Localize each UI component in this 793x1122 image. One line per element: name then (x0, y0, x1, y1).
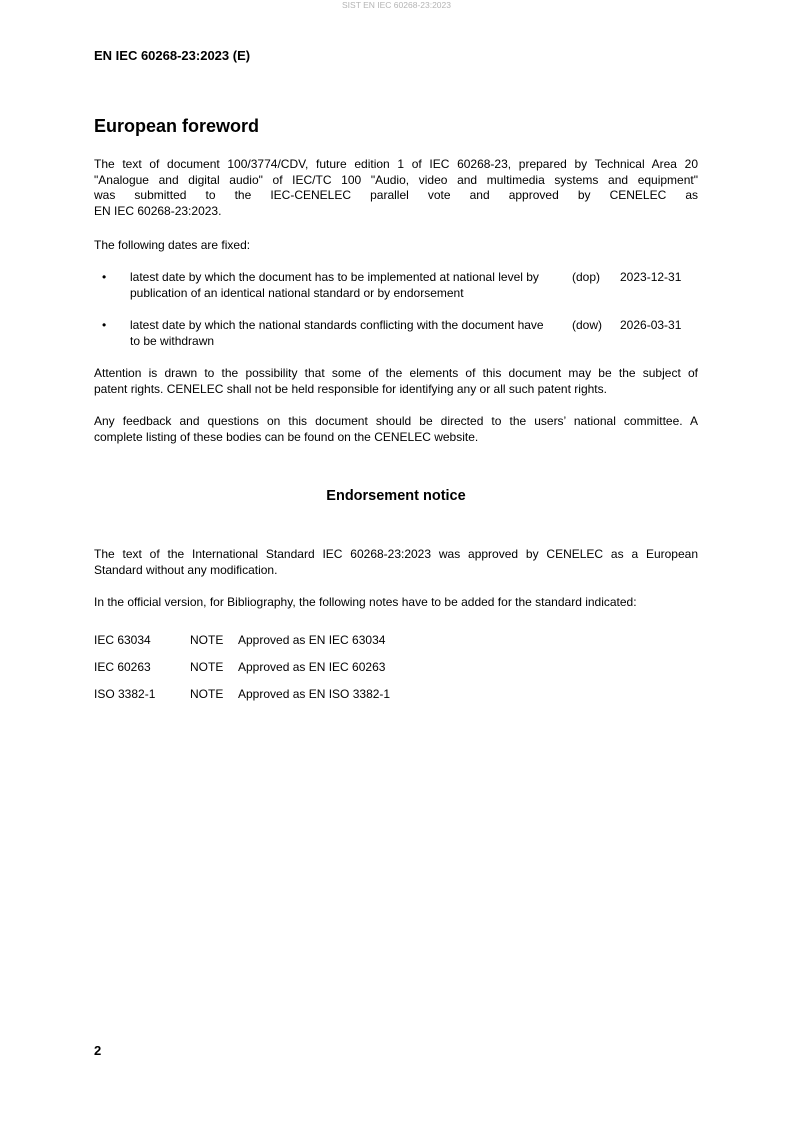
paragraph-line: Attention is drawn to the possibility that some of the elements of this document may be the subject of (94, 366, 698, 380)
dates-intro: The following dates are fixed: (94, 238, 251, 252)
paragraph-line: complete listing of these bodies can be found on the CENELEC website. (94, 429, 479, 444)
note-reference: IEC 60263 (94, 660, 151, 674)
note-text: Approved as EN IEC 63034 (238, 633, 386, 647)
paragraph-line: EN IEC 60268-23:2023. (94, 203, 222, 218)
bullet-icon: • (102, 318, 107, 332)
patent-paragraph (94, 366, 698, 397)
endorsement-heading: Endorsement notice (326, 488, 466, 504)
paragraph-line: Standard without any modification. (94, 562, 278, 577)
approval-paragraph (94, 547, 698, 578)
paragraph-line: patent rights. CENELEC shall not be held responsible for identifying any or all such patent rights. (94, 381, 607, 396)
paragraph-line: "Analogue and digital audio" of IEC/TC 100 "Audio, video and multimedia systems and equipment" (94, 172, 698, 187)
bullet-icon: • (102, 270, 107, 284)
note-label: NOTE (190, 687, 224, 701)
note-label: NOTE (190, 633, 224, 647)
note-reference: ISO 3382-1 (94, 687, 156, 701)
document-identifier: EN IEC 60268-23:2023 (E) (94, 48, 251, 63)
date-item-date: 2026-03-31 (620, 318, 682, 332)
date-item-abbreviation: (dow) (572, 318, 603, 332)
date-item-date: 2023-12-31 (620, 270, 682, 284)
note-label: NOTE (190, 660, 224, 674)
paragraph-line: The text of the International Standard IEC 60268-23:2023 was approved by CENELEC as a European (94, 547, 698, 561)
page-number: 2 (94, 1043, 102, 1058)
paragraph-line: Any feedback and questions on this document should be directed to the users’ national committee. A (94, 414, 698, 428)
note-reference: IEC 63034 (94, 633, 151, 647)
paragraph-line: The text of document 100/3774/CDV, future edition 1 of IEC 60268-23, prepared by Technical Area 20 (94, 157, 698, 171)
note-text: Approved as EN IEC 60263 (238, 660, 386, 674)
feedback-paragraph (94, 414, 698, 445)
bibliography-intro: In the official version, for Bibliography, the following notes have to be added for the standard indicated: (94, 595, 637, 609)
note-text: Approved as EN ISO 3382-1 (238, 687, 391, 701)
paragraph-line: was submitted to the IEC-CENELEC parallel vote and approved by CENELEC as (94, 188, 698, 202)
watermark: SIST EN IEC 60268-23:2023 (342, 0, 451, 10)
foreword-heading: European foreword (94, 116, 260, 136)
date-item-text: latest date by which the document has to be implemented at national level by publication of an identical national standard or by endorsement (130, 270, 539, 300)
date-item-text: latest date by which the national standards conflicting with the document have to be withdrawn (130, 318, 544, 348)
foreword-intro-paragraph (94, 157, 698, 219)
date-item-abbreviation: (dop) (572, 270, 601, 284)
